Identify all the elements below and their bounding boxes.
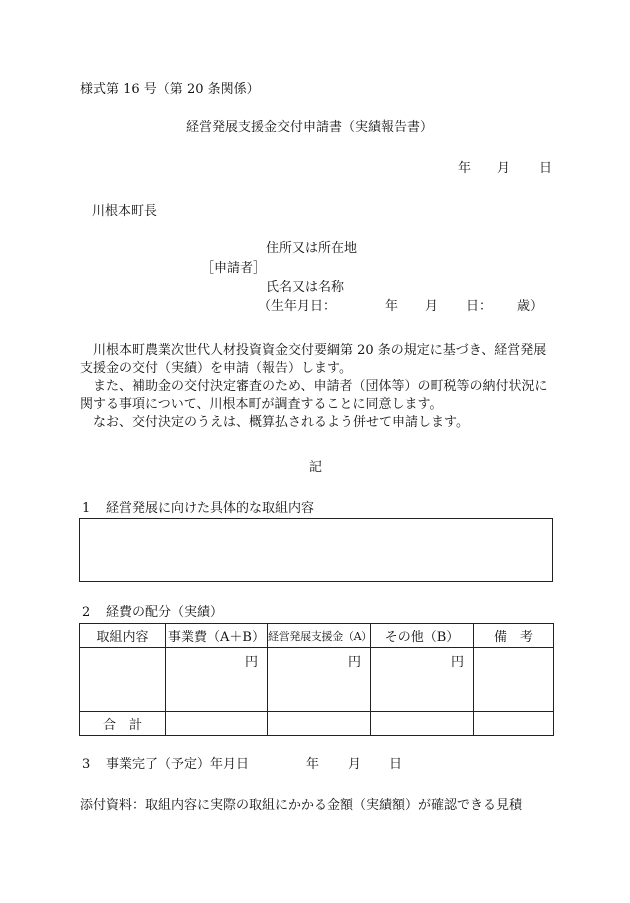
expense-table-header-row <box>80 624 554 648</box>
support-grant-cell: 円 <box>268 648 371 712</box>
date-year-label: 年 <box>458 161 472 176</box>
section2-title: 経費の配分（実績） <box>106 605 224 620</box>
form-number: 様式第 16 号（第 20 条関係） <box>80 82 260 97</box>
remarks-cell <box>474 648 554 712</box>
section1-number: 1 <box>82 501 91 516</box>
initiative-cell <box>80 648 166 712</box>
completion-year-label: 年 <box>306 757 320 772</box>
body-text <box>80 342 555 432</box>
body-paragraph: また、補助金の交付決定審査のため、申請者（団体等）の町税等の納付状況に関する事項について、川根本町が調査することに同意します。 <box>80 379 548 412</box>
applicant-label: ［申請者］ <box>201 261 267 276</box>
birth-month-label: 月 <box>425 299 439 314</box>
section3-title: 事業完了（予定）年月日 <box>106 757 250 772</box>
header-support-grant: 経営発展支援金（A） <box>268 624 371 648</box>
total-support-grant-cell <box>268 712 371 736</box>
expense-table-total-row <box>80 712 554 736</box>
completion-day-label: 日 <box>389 757 403 772</box>
section1-title: 経営発展に向けた具体的な取組内容 <box>106 501 315 516</box>
section1-content-box <box>79 518 553 582</box>
total-other-cell <box>371 712 474 736</box>
date-month-label: 月 <box>497 161 511 176</box>
header-initiative: 取組内容 <box>80 624 166 648</box>
header-project-cost: 事業費（A＋B） <box>166 624 268 648</box>
expense-table <box>79 623 554 736</box>
expense-table-row <box>80 648 554 712</box>
section2-number: 2 <box>82 605 91 620</box>
applicant-name-label: 氏名又は名称 <box>266 280 345 295</box>
birth-year-label: 年 <box>385 299 399 314</box>
header-other: その他（B） <box>371 624 474 648</box>
date-day-label: 日 <box>539 161 553 176</box>
total-remarks-cell <box>474 712 554 736</box>
birth-day-label: 日： <box>466 299 493 314</box>
birth-open-label: （生年月日： <box>258 299 337 314</box>
other-cell: 円 <box>371 648 474 712</box>
ki-label: 記 <box>309 460 323 475</box>
applicant-address-label: 住所又は所在地 <box>266 241 358 256</box>
body-paragraph: 川根本町農業次世代人材投資資金交付要綱第 20 条の規定に基づき、経営発展支援金の交付（実績）を申請（報告）します。 <box>80 343 547 376</box>
document-title: 経営発展支援金交付申請書（実績報告書） <box>186 120 434 135</box>
project-cost-cell: 円 <box>166 648 268 712</box>
birth-age-label: 歳） <box>517 299 544 314</box>
total-project-cost-cell <box>166 712 268 736</box>
addressee: 川根本町長 <box>92 204 158 219</box>
total-label: 合 計 <box>80 712 166 736</box>
section3-number: 3 <box>82 757 91 772</box>
completion-month-label: 月 <box>348 757 362 772</box>
attachment-note: 添付資料：取組内容に実際の取組にかかる金額（実績額）が確認できる見積 <box>80 798 523 813</box>
body-paragraph: なお、交付決定のうえは、概算払されるよう併せて申請します。 <box>93 415 469 430</box>
header-remarks: 備 考 <box>474 624 554 648</box>
